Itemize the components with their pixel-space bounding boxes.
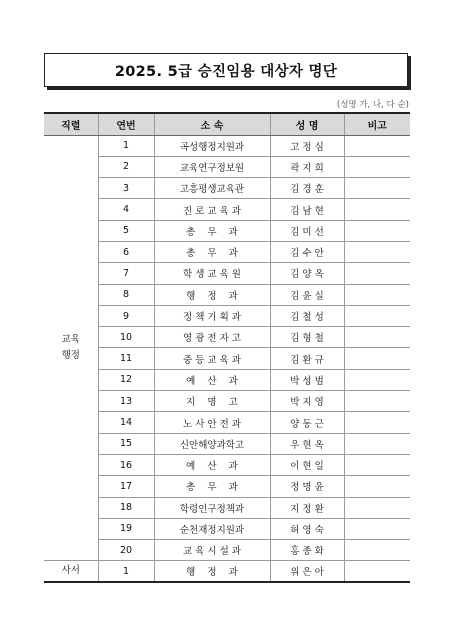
department-cell: 지 명 고 (154, 391, 270, 412)
department-cell: 신안해양과학고 (154, 433, 270, 454)
department-cell: 정 책 기 획 과 (154, 305, 270, 326)
department-cell: 총 무 과 (154, 241, 270, 262)
table-row (44, 348, 410, 369)
number-cell: 5 (98, 220, 154, 241)
table-row (44, 327, 410, 348)
name-cell: 김 미 선 (270, 220, 344, 241)
remark-cell (344, 156, 410, 177)
remark-cell (344, 497, 410, 518)
remark-cell (344, 178, 410, 199)
department-cell: 곡성행정지원과 (154, 135, 270, 156)
table-row (44, 540, 410, 561)
remark-cell (344, 561, 410, 582)
department-cell: 행 정 과 (154, 561, 270, 582)
number-cell: 15 (98, 433, 154, 454)
remark-cell (344, 454, 410, 475)
number-cell: 16 (98, 454, 154, 475)
name-cell: 김 환 규 (270, 348, 344, 369)
number-cell: 8 (98, 284, 154, 305)
department-cell: 영 광 전 자 고 (154, 327, 270, 348)
department-cell: 진 로 교 육 과 (154, 199, 270, 220)
remark-cell (344, 369, 410, 390)
table-row (44, 369, 410, 390)
table-row (44, 391, 410, 412)
department-cell: 교육연구정보원 (154, 156, 270, 177)
table-row (44, 178, 410, 199)
remark-cell (344, 476, 410, 497)
name-cell: 박 지 영 (270, 391, 344, 412)
name-cell: 김 윤 실 (270, 284, 344, 305)
header-rank: 직렬 (44, 113, 98, 135)
department-cell: 예 산 과 (154, 369, 270, 390)
number-cell: 14 (98, 412, 154, 433)
department-cell: 학령인구정책과 (154, 497, 270, 518)
remark-cell (344, 263, 410, 284)
number-cell: 7 (98, 263, 154, 284)
number-cell: 11 (98, 348, 154, 369)
table-row (44, 241, 410, 262)
name-cell: 김 형 철 (270, 327, 344, 348)
number-cell: 1 (98, 561, 154, 582)
number-cell: 9 (98, 305, 154, 326)
name-cell: 위 은 아 (270, 561, 344, 582)
remark-cell (344, 241, 410, 262)
department-cell: 노 사 안 전 과 (154, 412, 270, 433)
table-row (44, 156, 410, 177)
name-cell: 김 양 옥 (270, 263, 344, 284)
header-number: 연번 (98, 113, 154, 135)
table-row (44, 305, 410, 326)
remark-cell (344, 433, 410, 454)
number-cell: 1 (98, 135, 154, 156)
table-row (44, 561, 410, 582)
department-cell: 행 정 과 (154, 284, 270, 305)
department-cell: 고흥평생교육관 (154, 178, 270, 199)
table-row (44, 497, 410, 518)
table-row (44, 454, 410, 475)
table-row (44, 263, 410, 284)
header-remark: 비고 (344, 113, 410, 135)
remark-cell (344, 220, 410, 241)
name-cell: 양 동 근 (270, 412, 344, 433)
name-cell: 김 남 현 (270, 199, 344, 220)
department-cell: 총 무 과 (154, 476, 270, 497)
remark-cell (344, 327, 410, 348)
department-cell: 중 등 교 육 과 (154, 348, 270, 369)
number-cell: 13 (98, 391, 154, 412)
remark-cell (344, 199, 410, 220)
number-cell: 2 (98, 156, 154, 177)
table-row (44, 412, 410, 433)
name-cell: 홍 종 화 (270, 540, 344, 561)
number-cell: 19 (98, 518, 154, 539)
department-cell: 교 육 시 설 과 (154, 540, 270, 561)
department-cell: 총 무 과 (154, 220, 270, 241)
name-cell: 우 현 옥 (270, 433, 344, 454)
number-cell: 4 (98, 199, 154, 220)
number-cell: 10 (98, 327, 154, 348)
department-cell: 순천재정지원과 (154, 518, 270, 539)
number-cell: 6 (98, 241, 154, 262)
name-cell: 김 수 안 (270, 241, 344, 262)
table-body (44, 135, 410, 582)
name-cell: 박 성 범 (270, 369, 344, 390)
table-row (44, 199, 410, 220)
number-cell: 3 (98, 178, 154, 199)
header-department: 소 속 (154, 113, 270, 135)
number-cell: 20 (98, 540, 154, 561)
remark-cell (344, 391, 410, 412)
remark-cell (344, 540, 410, 561)
table-row (44, 518, 410, 539)
remark-cell (344, 518, 410, 539)
number-cell: 17 (98, 476, 154, 497)
name-cell: 김 경 훈 (270, 178, 344, 199)
remark-cell (344, 305, 410, 326)
name-cell: 고 정 심 (270, 135, 344, 156)
document-title: 2025. 5급 승진임용 대상자 명단 (114, 63, 338, 80)
table-row (44, 135, 410, 156)
table-row (44, 220, 410, 241)
rank-cell: 사서 (44, 561, 98, 582)
sort-order-note: (성명 가, 나, 다 순) (336, 100, 409, 110)
promotion-roster-table (44, 112, 410, 583)
name-cell: 정 명 윤 (270, 476, 344, 497)
table-row (44, 476, 410, 497)
name-cell: 김 철 성 (270, 305, 344, 326)
name-cell: 곽 지 희 (270, 156, 344, 177)
department-cell: 학 생 교 육 원 (154, 263, 270, 284)
table-row (44, 433, 410, 454)
name-cell: 지 정 환 (270, 497, 344, 518)
number-cell: 12 (98, 369, 154, 390)
name-cell: 허 영 숙 (270, 518, 344, 539)
remark-cell (344, 412, 410, 433)
rank-cell: 교육 행정 (44, 135, 98, 561)
remark-cell (344, 348, 410, 369)
header-name: 성 명 (270, 113, 344, 135)
remark-cell (344, 284, 410, 305)
remark-cell (344, 135, 410, 156)
table-row (44, 284, 410, 305)
name-cell: 이 현 일 (270, 454, 344, 475)
table-header-row (44, 113, 410, 135)
department-cell: 예 산 과 (154, 454, 270, 475)
number-cell: 18 (98, 497, 154, 518)
document-title-box (44, 53, 408, 87)
